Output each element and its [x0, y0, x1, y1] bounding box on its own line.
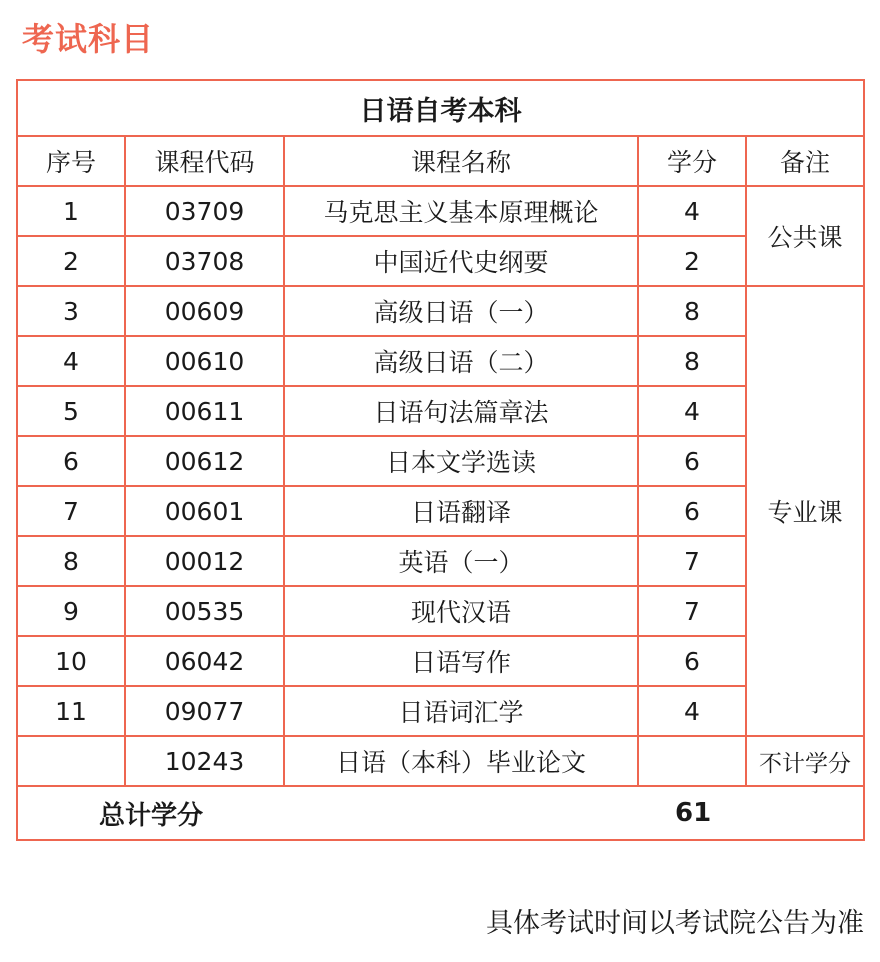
table-row	[17, 486, 864, 536]
row-name: 现代汉语	[284, 586, 638, 636]
row-name: 日语（本科）毕业论文	[284, 736, 638, 786]
header-credits: 学分	[638, 136, 746, 186]
row-index: 11	[17, 686, 125, 736]
row-name: 高级日语（二）	[284, 336, 638, 386]
row-index: 10	[17, 636, 125, 686]
row-credits: 7	[638, 586, 746, 636]
row-name: 英语（一）	[284, 536, 638, 586]
row-code: 03709	[125, 186, 284, 236]
row-credits: 8	[638, 286, 746, 336]
page-heading: 考试科目	[22, 20, 155, 58]
row-index: 7	[17, 486, 125, 536]
row-code: 00612	[125, 436, 284, 486]
header-code: 课程代码	[125, 136, 284, 186]
header-index: 序号	[17, 136, 125, 186]
header-remark: 备注	[746, 136, 864, 186]
table-header-row	[17, 136, 864, 186]
row-index: 3	[17, 286, 125, 336]
total-label: 总计学分	[17, 786, 284, 840]
table-row	[17, 236, 864, 286]
row-code: 00535	[125, 586, 284, 636]
row-name: 日语词汇学	[284, 686, 638, 736]
row-index: 6	[17, 436, 125, 486]
row-index: 2	[17, 236, 125, 286]
row-code: 00609	[125, 286, 284, 336]
total-value: 61	[284, 786, 864, 840]
row-code: 10243	[125, 736, 284, 786]
row-credits	[638, 736, 746, 786]
total-row	[17, 786, 864, 840]
table-row	[17, 386, 864, 436]
table-row	[17, 536, 864, 586]
row-index: 5	[17, 386, 125, 436]
table-row	[17, 286, 864, 336]
row-index: 1	[17, 186, 125, 236]
row-code: 03708	[125, 236, 284, 286]
table-row	[17, 636, 864, 686]
row-credits: 6	[638, 636, 746, 686]
row-index: 9	[17, 586, 125, 636]
remark-major: 专业课	[746, 286, 864, 736]
remark-public: 公共课	[746, 186, 864, 286]
row-code: 00610	[125, 336, 284, 386]
row-name: 日语翻译	[284, 486, 638, 536]
row-code: 00012	[125, 536, 284, 586]
row-credits: 7	[638, 536, 746, 586]
row-name: 日本文学选读	[284, 436, 638, 486]
table-row	[17, 436, 864, 486]
row-index: 4	[17, 336, 125, 386]
row-credits: 6	[638, 436, 746, 486]
row-index	[17, 736, 125, 786]
row-credits: 6	[638, 486, 746, 536]
header-name: 课程名称	[284, 136, 638, 186]
row-credits: 8	[638, 336, 746, 386]
footnote: 具体考试时间以考试院公告为准	[486, 908, 864, 939]
table-row	[17, 336, 864, 386]
table-title-row	[17, 80, 864, 136]
row-code: 00611	[125, 386, 284, 436]
table-row	[17, 186, 864, 236]
course-table	[16, 79, 865, 841]
table-title: 日语自考本科	[17, 80, 864, 136]
row-name: 日语写作	[284, 636, 638, 686]
row-name: 高级日语（一）	[284, 286, 638, 336]
row-code: 00601	[125, 486, 284, 536]
row-name: 日语句法篇章法	[284, 386, 638, 436]
row-credits: 4	[638, 686, 746, 736]
table-row	[17, 586, 864, 636]
row-name: 中国近代史纲要	[284, 236, 638, 286]
row-code: 09077	[125, 686, 284, 736]
row-code: 06042	[125, 636, 284, 686]
row-credits: 2	[638, 236, 746, 286]
row-credits: 4	[638, 186, 746, 236]
remark-no-credit: 不计学分	[746, 736, 864, 786]
row-credits: 4	[638, 386, 746, 436]
row-name: 马克思主义基本原理概论	[284, 186, 638, 236]
table-row	[17, 736, 864, 786]
table-row	[17, 686, 864, 736]
row-index: 8	[17, 536, 125, 586]
